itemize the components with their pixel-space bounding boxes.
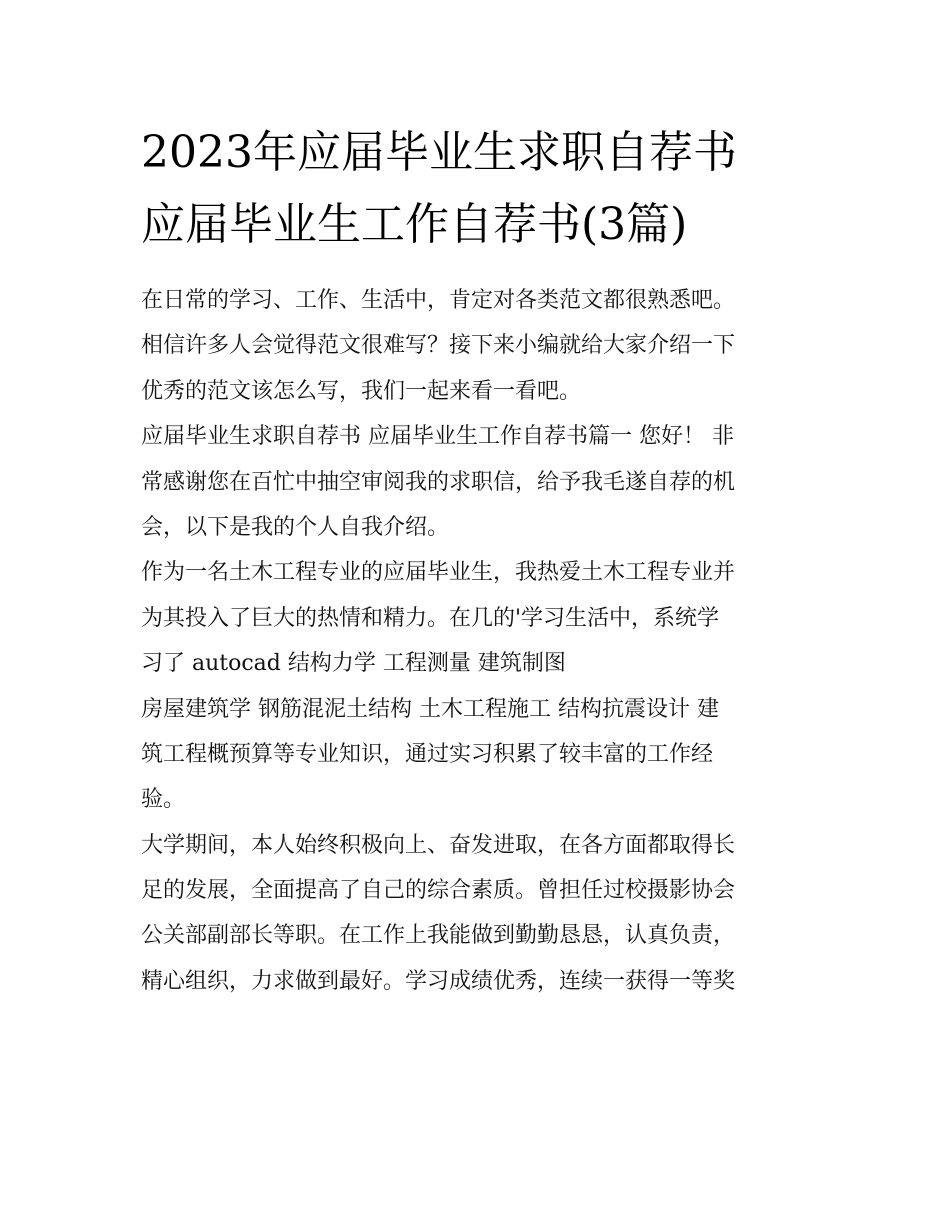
body-line: 房屋建筑学 钢筋混泥土结构 土木工程施工 结构抗震设计 建 [141, 696, 719, 722]
body-line: 会，以下是我的个人自我介绍。 [141, 514, 450, 540]
body-line: 习了 autocad 结构力学 工程测量 建筑制图 [141, 651, 566, 677]
body-line: 为其投入了巨大的热情和精力。在几的'学习生活中，系统学 [141, 605, 720, 631]
body-line: 验。 [141, 787, 186, 813]
body-line: 精心组织，力求做到最好。学习成绩优秀，连续一获得一等奖 [141, 968, 736, 994]
title-line-2: 应届毕业生工作自荐书(3篇) [141, 199, 688, 250]
body-line: 在日常的学习、工作、生活中，肯定对各类范文都很熟悉吧。 [141, 288, 736, 313]
body-line: 应届毕业生求职自荐书 应届毕业生工作自荐书篇一 您好！ 非 [141, 424, 734, 450]
title-line-1: 2023年应届毕业生求职自荐书 [141, 127, 737, 178]
body-line: 大学期间，本人始终积极向上、奋发进取，在各方面都取得长 [141, 832, 736, 858]
document-title [141, 117, 821, 261]
document-body [141, 278, 821, 1004]
body-line: 作为一名土木工程专业的应届毕业生，我热爱土木工程专业并 [141, 560, 736, 586]
body-line: 筑工程概预算等专业知识，通过实习积累了较丰富的工作经 [141, 741, 714, 767]
body-line: 常感谢您在百忙中抽空审阅我的求职信，给予我毛遂自荐的机 [141, 469, 736, 495]
body-line: 相信许多人会觉得范文很难写？接下来小编就给大家介绍一下 [141, 333, 736, 359]
body-line: 足的发展，全面提高了自己的综合素质。曾担任过校摄影协会 [141, 878, 736, 904]
body-line: 优秀的范文该怎么写，我们一起来看一看吧。 [141, 378, 582, 404]
body-line: 公关部副部长等职。在工作上我能做到勤勤恳恳，认真负责， [141, 923, 736, 949]
